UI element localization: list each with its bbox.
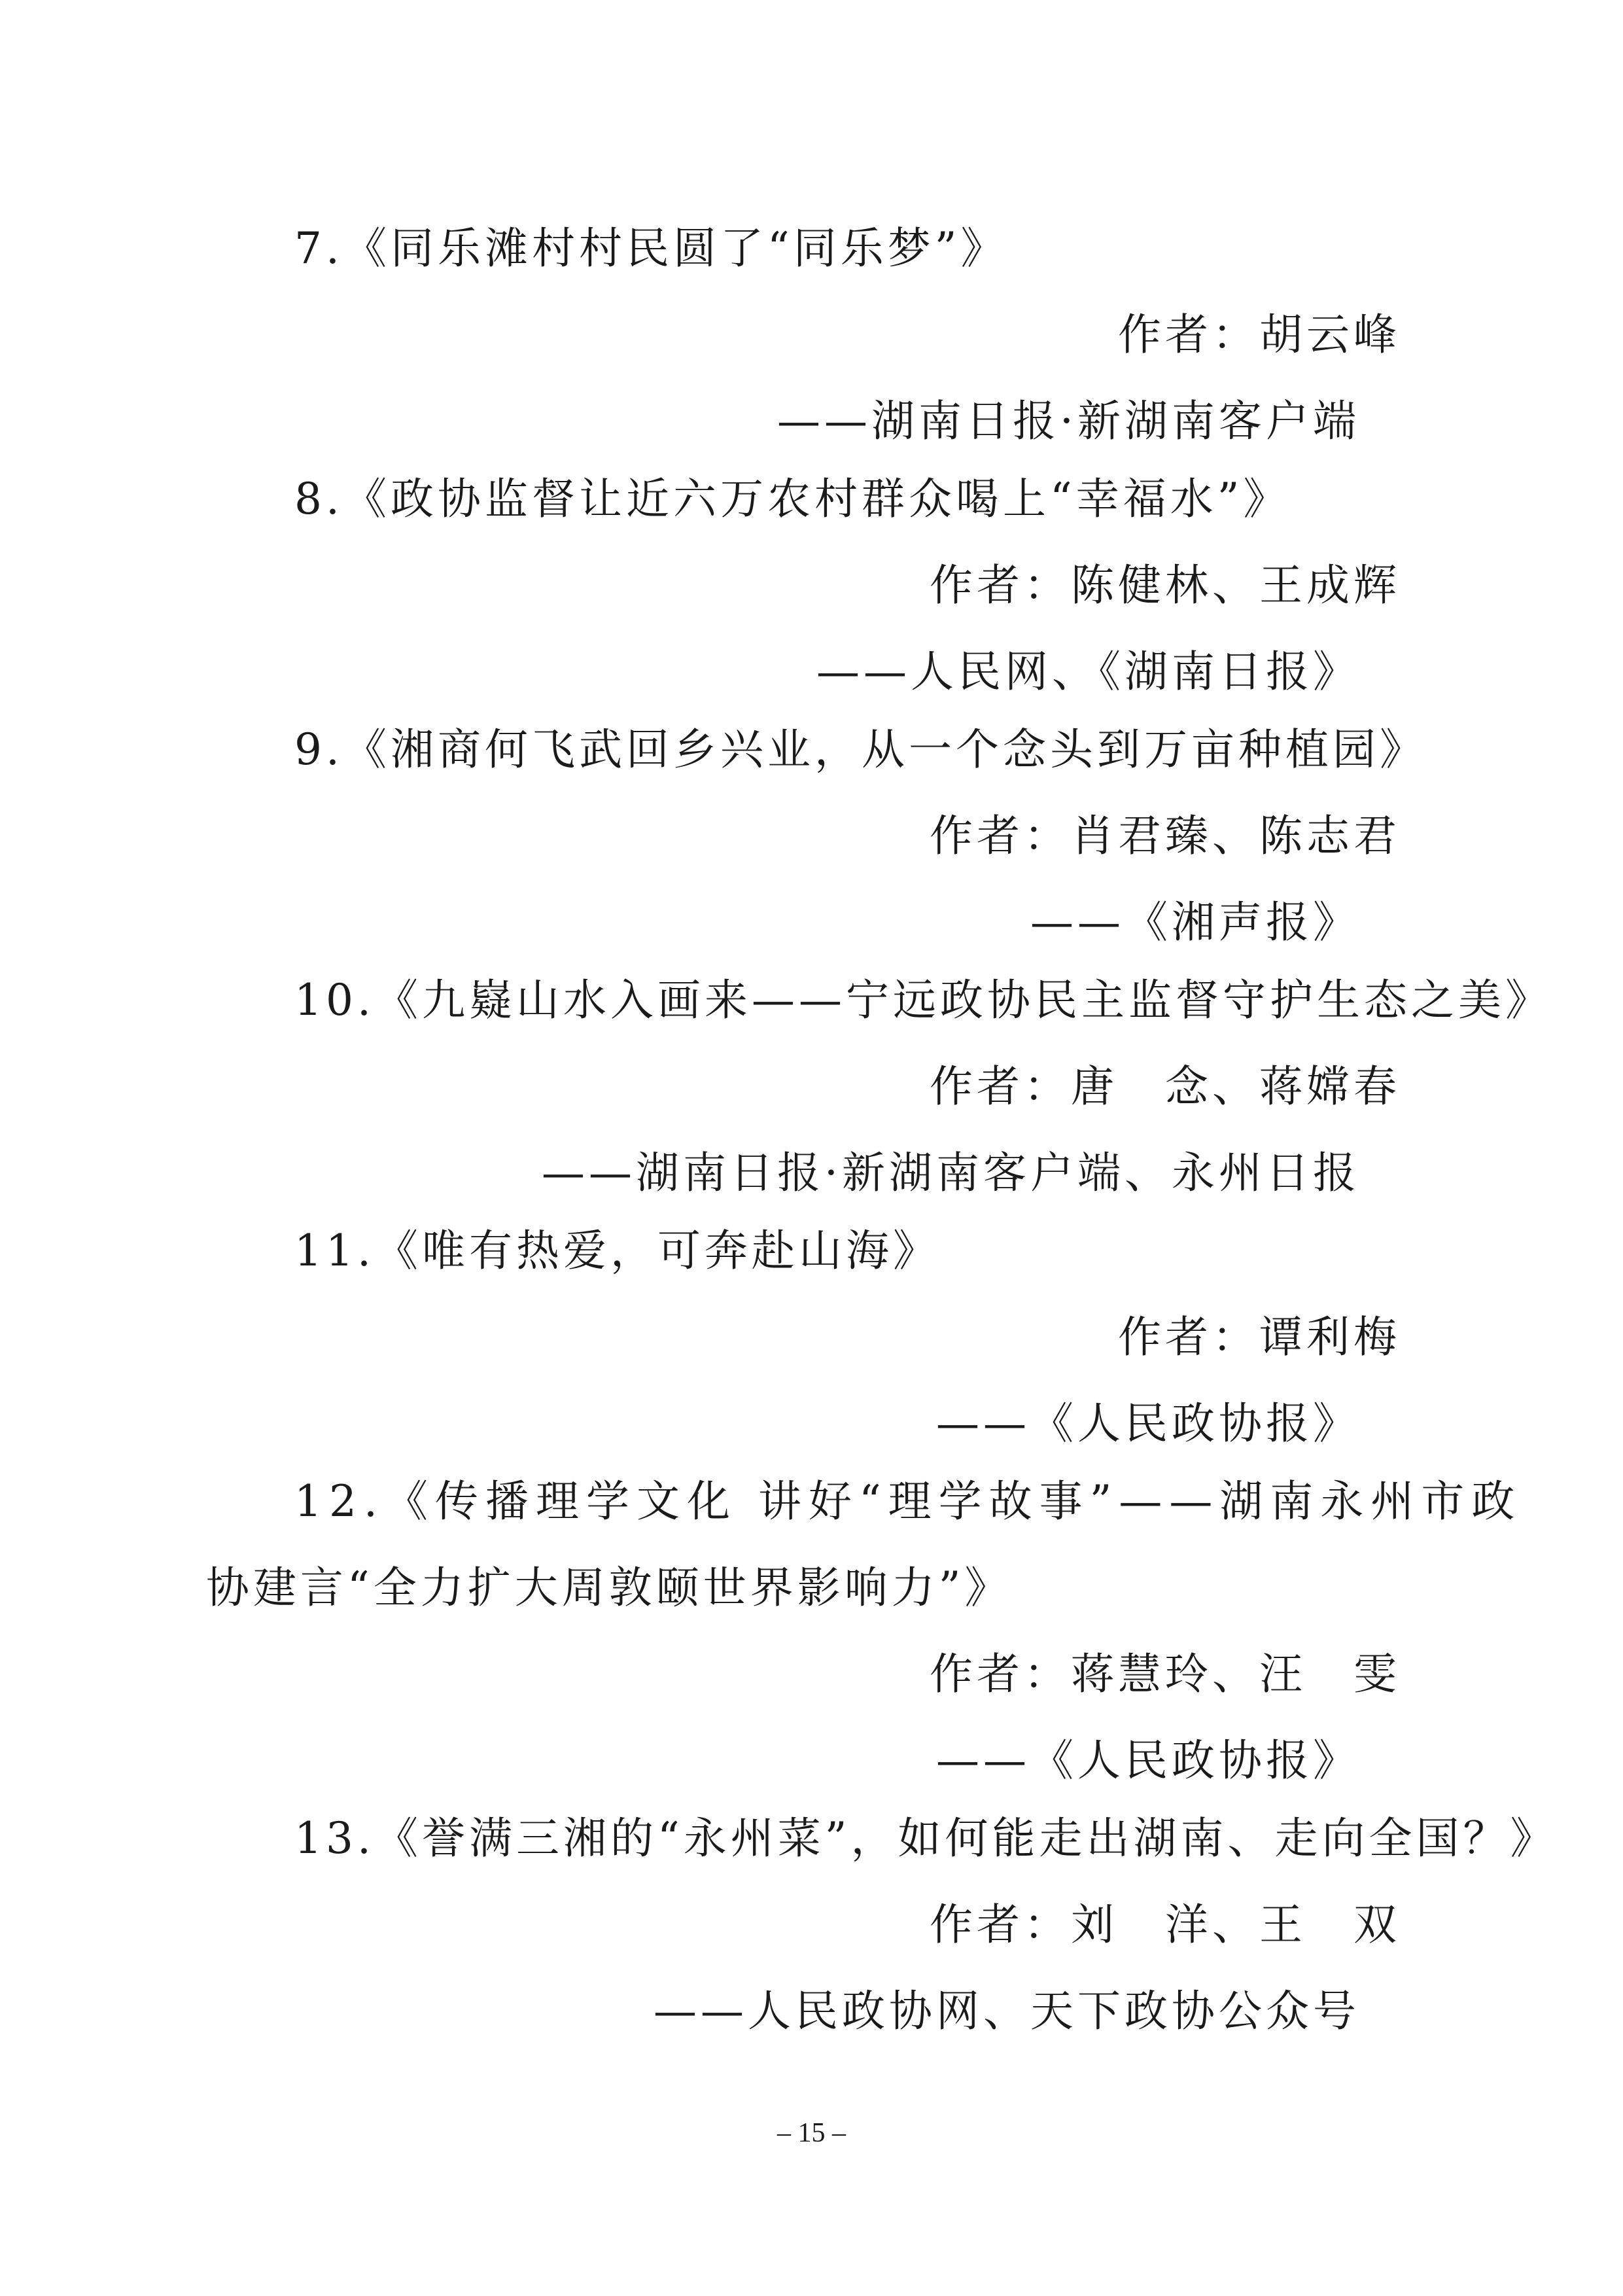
entry-source: ——湖南日报·新湖南客户端、永州日报 — [542, 1148, 1360, 1198]
entry-title: 9.《湘商何飞武回乡兴业，从一个念头到万亩种植园》 — [294, 724, 1427, 775]
entry-title: 10.《九嶷山水入画来——宁远政协民主监督守护生态之美》 — [294, 975, 1552, 1025]
entry-author: 作者：蒋慧玲、汪 雯 — [930, 1649, 1401, 1699]
entry-title: 11.《唯有热爱，可奔赴山海》 — [294, 1226, 940, 1276]
entry-author: 作者：唐 念、蒋嫦春 — [930, 1061, 1401, 1112]
entry-author: 作者：谭利梅 — [1118, 1312, 1401, 1362]
entry-source: ——《人民政协报》 — [936, 1398, 1360, 1449]
entry-author: 作者：刘 洋、王 双 — [930, 1899, 1401, 1950]
entry-title: 12.《传播理学文化 讲好“理学故事”——湖南永州市政 — [294, 1476, 1522, 1527]
entry-source: ——《湘声报》 — [1030, 897, 1360, 947]
page-number: – 15 – — [777, 2118, 846, 2148]
entry-author: 作者：陈健林、王成辉 — [930, 560, 1401, 610]
entry-source: ——人民网、《湖南日报》 — [816, 646, 1360, 697]
entry-source: ——湖南日报·新湖南客户端 — [777, 396, 1360, 446]
entry-title: 7.《同乐滩村村民圆了“同乐梦”》 — [294, 223, 1008, 274]
entry-title: 13.《誉满三湘的“永州菜”，如何能走出湖南、走向全国？》 — [294, 1813, 1558, 1863]
entry-source: ——《人民政协报》 — [936, 1735, 1360, 1786]
entry-title: 8.《政协监督让近六万农村群众喝上“幸福水”》 — [294, 474, 1291, 524]
entry-author: 作者：肖君臻、陈志君 — [930, 811, 1401, 861]
entry-source: ——人民政协网、天下政协公众号 — [654, 1986, 1360, 2036]
entry-title-continuation: 协建言“全力扩大周敦颐世界影响力”》 — [206, 1563, 1012, 1613]
entry-author: 作者：胡云峰 — [1118, 309, 1401, 360]
